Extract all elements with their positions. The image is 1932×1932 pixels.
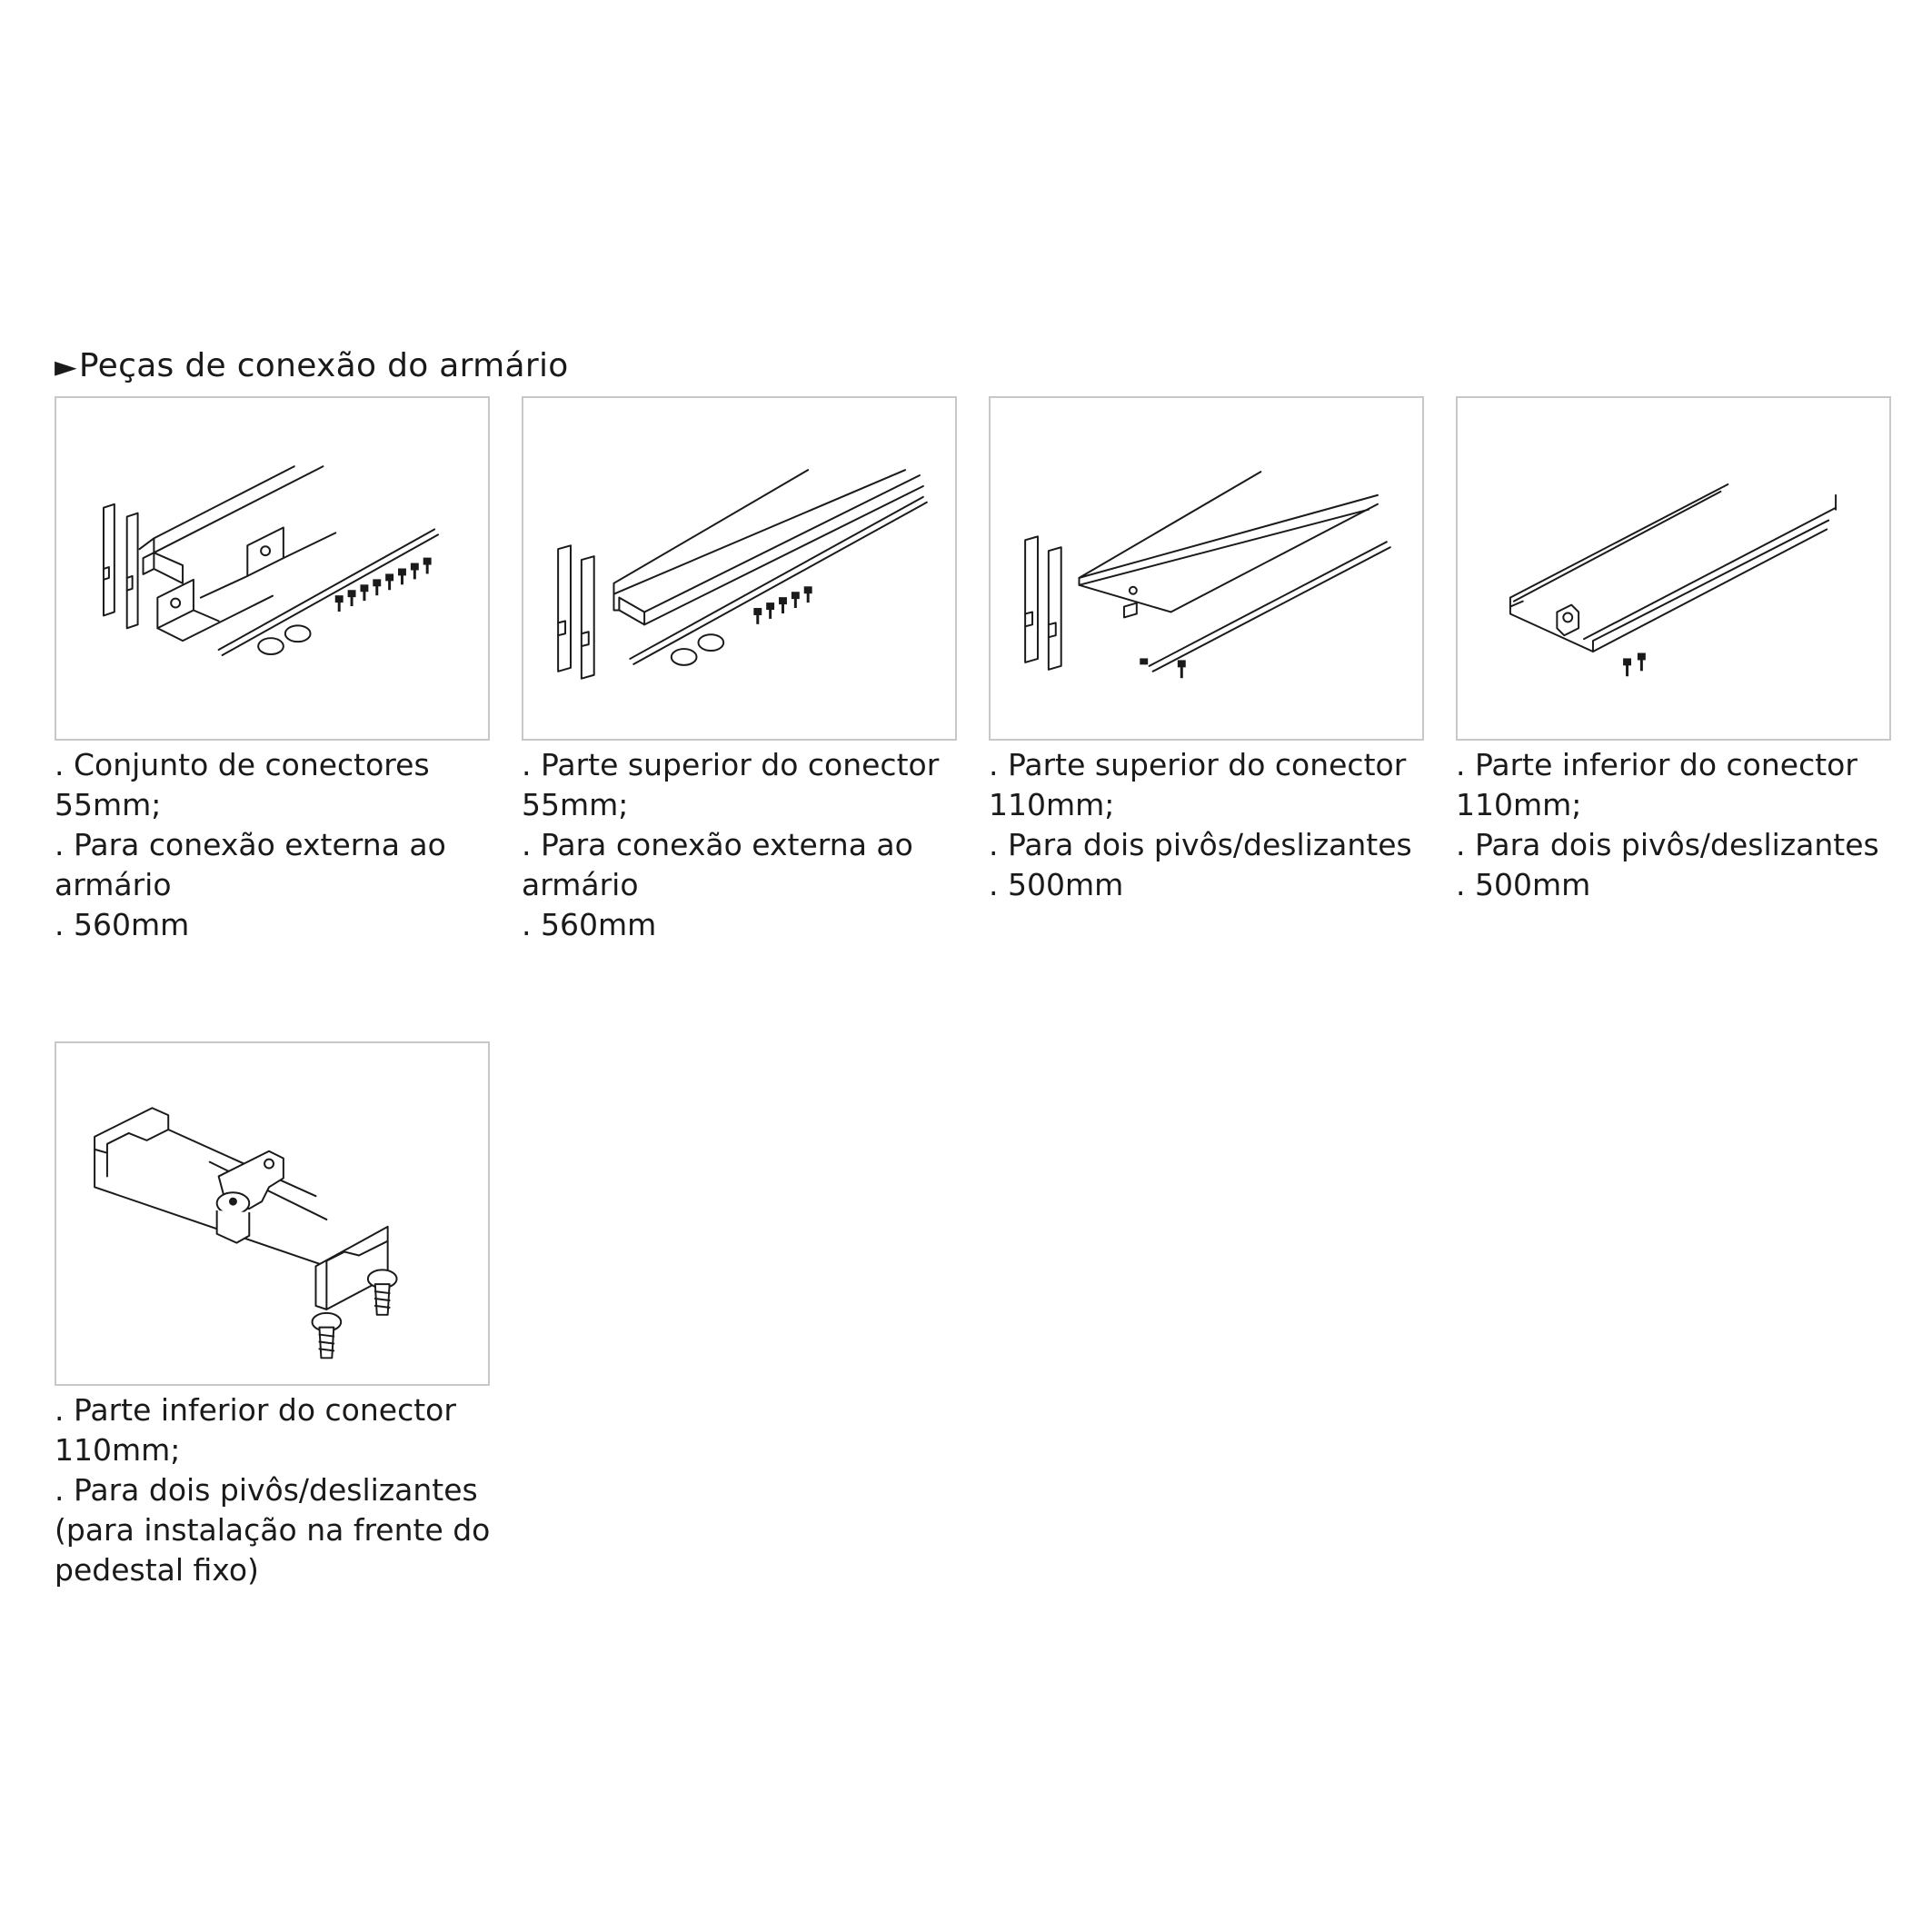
product-caption (55, 1390, 490, 1590)
connector-set-icon (56, 398, 488, 739)
caption-line: pedestal fixo) (55, 1552, 259, 1588)
product-image-frame (55, 396, 490, 741)
caption-line: . Para dois pivôs/deslizantes (989, 827, 1412, 862)
caption-line: . Para dois pivôs/deslizantes (1456, 827, 1879, 862)
caption-line: . Parte inferior do conector (55, 1392, 456, 1428)
caption-line: . Para dois pivôs/deslizantes (55, 1472, 478, 1508)
caption-line: armário (55, 867, 172, 902)
caption-line: (para instalação na frente do (55, 1512, 491, 1548)
product-caption (989, 745, 1424, 905)
product-image-frame (522, 396, 957, 741)
lower-connector-110-icon (1458, 398, 1889, 739)
upper-connector-55-icon (523, 398, 955, 739)
product-card-upper-connector-55 (522, 396, 957, 945)
caption-line: . 500mm (1456, 867, 1591, 902)
lower-connector-110-front-icon (56, 1043, 488, 1384)
product-image-frame (989, 396, 1424, 741)
product-image-frame (55, 1041, 490, 1386)
product-caption (55, 745, 490, 945)
section-arrow-icon: ► (55, 349, 77, 383)
caption-line: 55mm; (55, 787, 162, 822)
caption-line: . Parte superior do conector (989, 747, 1407, 782)
product-caption (522, 745, 957, 945)
caption-line: . Para conexão externa ao (522, 827, 913, 862)
product-card-lower-connector-110-front (55, 1041, 490, 1590)
caption-line: . 560mm (55, 907, 190, 942)
product-card-lower-connector-110 (1456, 396, 1891, 905)
caption-line: 110mm; (1456, 787, 1582, 822)
caption-line: . Para conexão externa ao (55, 827, 446, 862)
section-title-text: Peças de conexão do armário (78, 347, 569, 384)
caption-line: 110mm; (55, 1432, 181, 1468)
caption-line: . Conjunto de conectores (55, 747, 430, 782)
caption-line: 55mm; (522, 787, 629, 822)
caption-line: . Parte inferior do conector (1456, 747, 1857, 782)
section-title (55, 347, 569, 384)
caption-line: . Parte superior do conector (522, 747, 940, 782)
caption-line: 110mm; (989, 787, 1115, 822)
caption-line: . 500mm (989, 867, 1124, 902)
product-card-connector-set (55, 396, 490, 945)
product-card-upper-connector-110 (989, 396, 1424, 905)
upper-connector-110-icon (991, 398, 1422, 739)
caption-line: . 560mm (522, 907, 657, 942)
product-image-frame (1456, 396, 1891, 741)
caption-line: armário (522, 867, 639, 902)
product-caption (1456, 745, 1891, 905)
